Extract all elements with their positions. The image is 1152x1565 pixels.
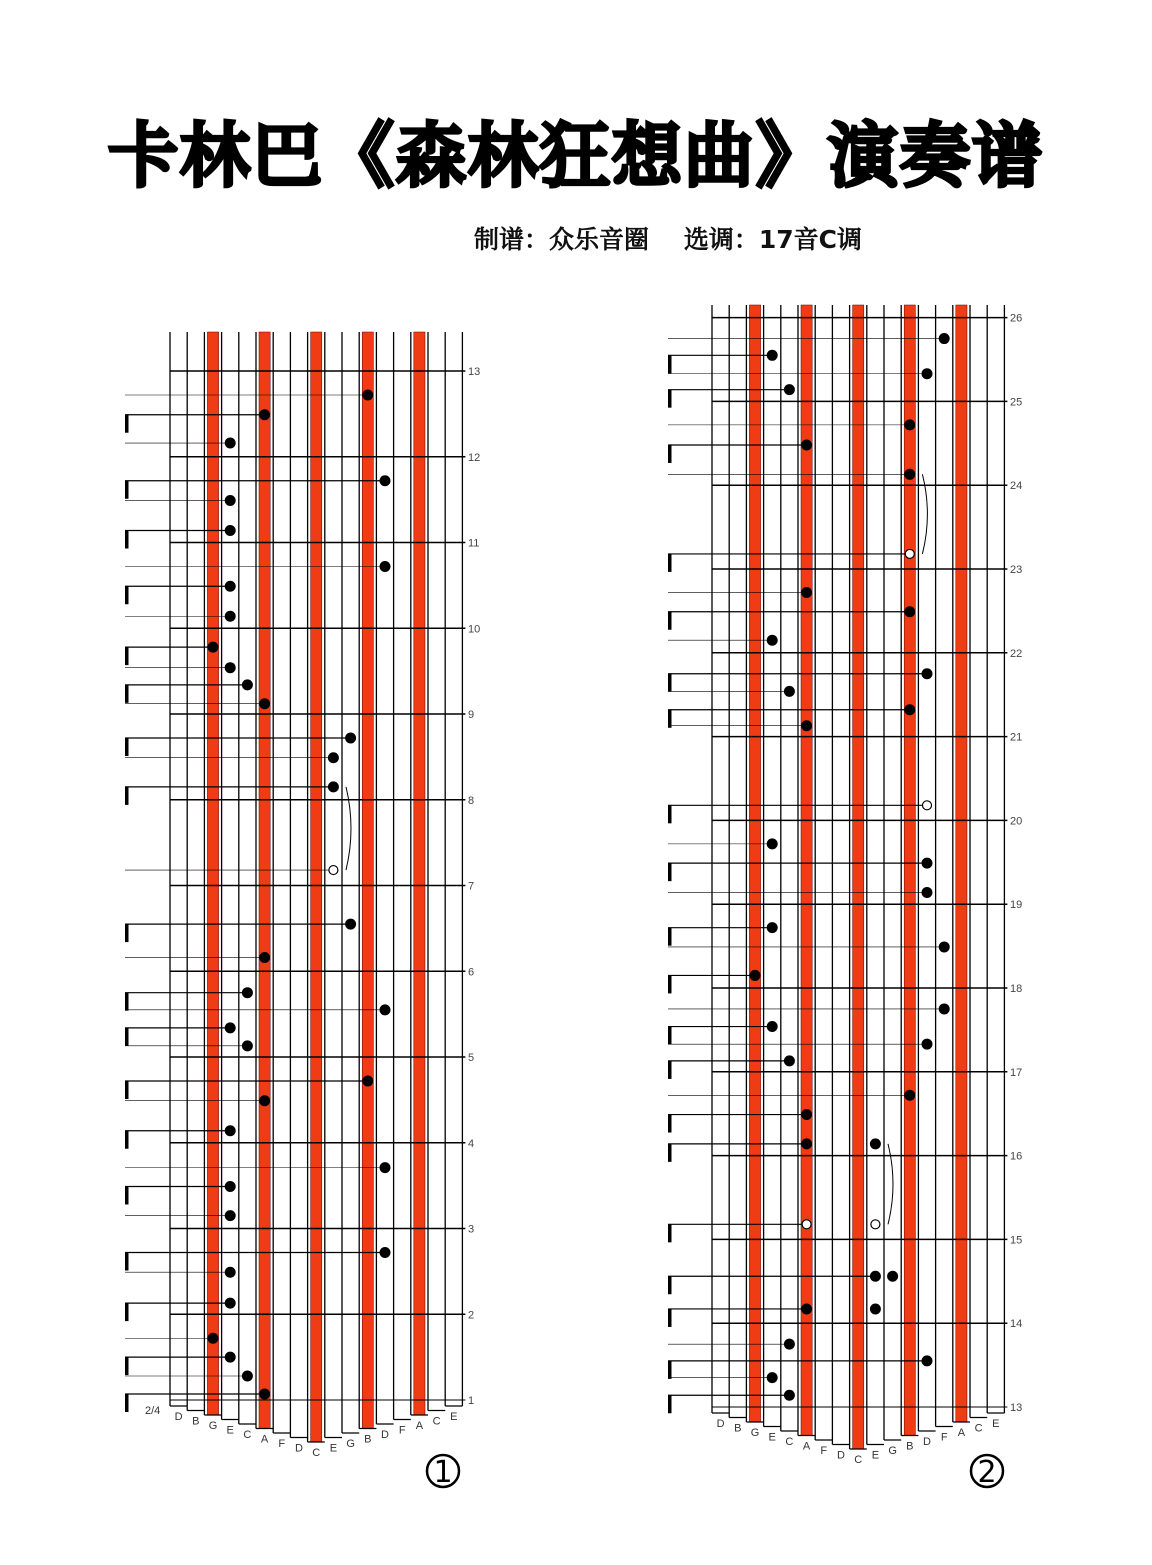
tie-arc	[922, 474, 927, 554]
beat-bracket	[668, 390, 672, 408]
measure-number: 20	[1010, 815, 1023, 828]
note	[328, 781, 339, 792]
measure-number: 10	[468, 623, 481, 636]
tine-label: B	[906, 1440, 914, 1453]
tine-label: B	[192, 1415, 200, 1428]
tine-red	[311, 332, 322, 1442]
note	[801, 439, 812, 450]
note	[767, 1021, 778, 1032]
note	[380, 1162, 391, 1173]
note	[784, 1339, 795, 1350]
note	[870, 1138, 881, 1149]
beat-bracket	[125, 586, 129, 604]
measure-number: 2	[468, 1309, 475, 1322]
tine-red	[853, 305, 864, 1449]
page-title: 卡林巴《森林狂想曲》演奏谱	[108, 115, 1044, 197]
note	[380, 561, 391, 572]
note	[345, 733, 356, 744]
tine-label: F	[820, 1445, 828, 1457]
tine-label: D	[381, 1429, 389, 1441]
note	[242, 1040, 253, 1051]
note	[922, 1039, 933, 1050]
note	[225, 1125, 236, 1136]
tine-label: C	[974, 1422, 983, 1435]
measure-number: 4	[468, 1137, 475, 1150]
note	[904, 704, 915, 715]
note	[750, 970, 761, 981]
note	[225, 662, 236, 673]
tine-label: A	[957, 1427, 966, 1439]
beat-bracket	[668, 554, 672, 572]
time-signature: 2/4	[145, 1405, 161, 1417]
tine-label: D	[716, 1418, 725, 1430]
note	[887, 1271, 898, 1282]
note	[922, 887, 933, 898]
beat-bracket	[668, 805, 672, 823]
note	[225, 1210, 236, 1221]
tine-label: D	[295, 1442, 303, 1455]
note	[380, 1247, 391, 1258]
tine-red	[956, 305, 967, 1422]
tine-label: F	[940, 1431, 948, 1444]
measure-number: 3	[468, 1223, 475, 1236]
beat-bracket	[668, 355, 672, 373]
beat-bracket	[125, 1028, 129, 1046]
tine-label: A	[415, 1420, 424, 1432]
note-open	[329, 866, 338, 875]
tine-label: G	[346, 1438, 355, 1450]
note	[259, 698, 270, 709]
measure-number: 5	[468, 1052, 475, 1064]
measure-number: 24	[1010, 480, 1023, 493]
note	[904, 1090, 915, 1101]
measure-number: 1	[468, 1395, 475, 1407]
measure-number: 23	[1010, 564, 1023, 576]
note	[328, 752, 339, 763]
note	[801, 1303, 812, 1314]
note	[922, 368, 933, 379]
note	[784, 1390, 795, 1401]
measure-number: 21	[1010, 731, 1023, 744]
measure-number: 6	[468, 966, 475, 979]
beat-bracket	[125, 1303, 129, 1321]
beat-bracket	[125, 1081, 129, 1099]
tine-red	[362, 332, 373, 1429]
note	[904, 606, 915, 617]
measure-number: 13	[1010, 1402, 1023, 1414]
note	[801, 720, 812, 731]
measure-number: 17	[1010, 1066, 1023, 1079]
note	[870, 1271, 881, 1282]
note	[922, 858, 933, 869]
measure-number: 19	[1010, 899, 1023, 912]
tine-label: C	[243, 1429, 252, 1441]
tine-label: A	[260, 1433, 269, 1446]
tine-label: F	[278, 1438, 286, 1450]
tine-label: C	[432, 1415, 441, 1428]
beat-bracket	[668, 1027, 672, 1045]
tine-red	[414, 332, 425, 1415]
note	[225, 611, 236, 622]
note	[345, 919, 356, 930]
note	[225, 581, 236, 592]
note	[939, 941, 950, 952]
tine-label: D	[174, 1411, 183, 1423]
note	[362, 390, 373, 401]
tine-label: C	[785, 1436, 794, 1448]
note	[259, 952, 270, 963]
note	[362, 1076, 373, 1087]
measure-number: 11	[468, 537, 480, 550]
note	[208, 642, 219, 653]
beat-bracket	[668, 445, 672, 463]
beat-bracket	[668, 1144, 672, 1162]
tine-label: F	[398, 1424, 406, 1437]
note	[225, 438, 236, 449]
measure-number: 8	[468, 794, 475, 807]
note	[870, 1303, 881, 1314]
measure-number: 7	[468, 880, 475, 893]
note	[922, 668, 933, 679]
beat-bracket	[668, 1115, 672, 1133]
note	[225, 1181, 236, 1192]
beat-bracket	[668, 928, 672, 946]
tab-panel-2	[668, 305, 1022, 1490]
note	[801, 1138, 812, 1149]
measure-number: 16	[1010, 1150, 1023, 1163]
beat-bracket	[668, 863, 672, 881]
beat-bracket	[125, 1253, 129, 1271]
tine-label: C	[854, 1454, 863, 1466]
beat-bracket	[668, 1061, 672, 1079]
note	[922, 1355, 933, 1366]
tine-label: G	[750, 1427, 760, 1439]
beat-bracket	[125, 1186, 129, 1204]
tine-label: G	[888, 1445, 897, 1457]
beat-bracket	[125, 647, 129, 665]
note-open	[871, 1220, 880, 1229]
beat-bracket	[125, 1357, 129, 1375]
beat-bracket	[125, 993, 129, 1011]
tine-label: D	[837, 1449, 845, 1462]
note	[767, 1372, 778, 1383]
tine-label: E	[768, 1431, 776, 1444]
note	[259, 1095, 270, 1106]
beat-bracket	[125, 415, 129, 433]
beat-bracket	[125, 787, 129, 805]
measure-number: 14	[1010, 1318, 1023, 1331]
note-open	[802, 1220, 811, 1229]
note	[801, 587, 812, 598]
note	[259, 409, 270, 420]
measure-number: 25	[1010, 396, 1023, 409]
beat-bracket	[668, 1276, 672, 1294]
measure-number: 22	[1010, 647, 1023, 660]
note	[784, 1055, 795, 1066]
tine-label: B	[734, 1422, 742, 1435]
beat-bracket	[668, 975, 672, 993]
tab-panel-1	[125, 332, 480, 1490]
tine-label: G	[208, 1420, 218, 1432]
note	[225, 1298, 236, 1309]
beat-bracket	[125, 738, 129, 756]
note	[784, 686, 795, 697]
beat-bracket	[125, 530, 129, 548]
tine-label: D	[923, 1436, 931, 1448]
measure-number: 13	[468, 366, 481, 378]
note	[380, 475, 391, 486]
note	[225, 495, 236, 506]
note	[242, 987, 253, 998]
beat-bracket	[668, 1224, 672, 1242]
note	[784, 384, 795, 395]
note	[242, 679, 253, 690]
beat-bracket	[125, 685, 129, 703]
tine-label: E	[871, 1449, 880, 1462]
beat-bracket	[668, 1361, 672, 1379]
note	[225, 1267, 236, 1278]
measure-number: 9	[468, 709, 475, 721]
tine-label: A	[802, 1440, 811, 1453]
beat-bracket	[668, 1309, 672, 1327]
note	[904, 419, 915, 430]
tine-red	[259, 332, 270, 1429]
note	[939, 333, 950, 344]
tine-label: B	[364, 1433, 372, 1446]
measure-number: 12	[468, 451, 481, 464]
note	[225, 1022, 236, 1033]
note	[939, 1003, 950, 1014]
note	[801, 1109, 812, 1120]
panel-number: 1	[433, 1455, 453, 1490]
note	[259, 1388, 270, 1399]
note	[904, 469, 915, 480]
note-open	[923, 801, 932, 810]
note	[767, 838, 778, 849]
beat-bracket	[125, 924, 129, 942]
beat-bracket	[125, 481, 129, 499]
note	[225, 1352, 236, 1363]
beat-bracket	[668, 710, 672, 728]
subtitle: 制谱：众乐音圈 选调：17音C调	[474, 225, 862, 254]
note	[767, 350, 778, 361]
beat-bracket	[668, 674, 672, 692]
note	[225, 525, 236, 536]
beat-bracket	[125, 1131, 129, 1149]
beat-bracket	[668, 612, 672, 630]
note	[242, 1370, 253, 1381]
tine-label: C	[312, 1447, 321, 1459]
measure-number: 15	[1010, 1234, 1023, 1247]
tine-label: E	[992, 1418, 1000, 1430]
beat-bracket	[125, 1394, 129, 1412]
note	[208, 1333, 219, 1344]
panel-number: 2	[977, 1455, 997, 1490]
measure-number: 18	[1010, 983, 1023, 995]
tine-label: E	[450, 1411, 458, 1423]
note	[767, 635, 778, 646]
note	[380, 1004, 391, 1015]
beat-bracket	[668, 1395, 672, 1413]
note-open	[905, 549, 914, 558]
tine-label: E	[329, 1442, 338, 1455]
measure-number: 26	[1010, 312, 1023, 325]
note	[767, 922, 778, 933]
tine-label: E	[226, 1424, 234, 1437]
